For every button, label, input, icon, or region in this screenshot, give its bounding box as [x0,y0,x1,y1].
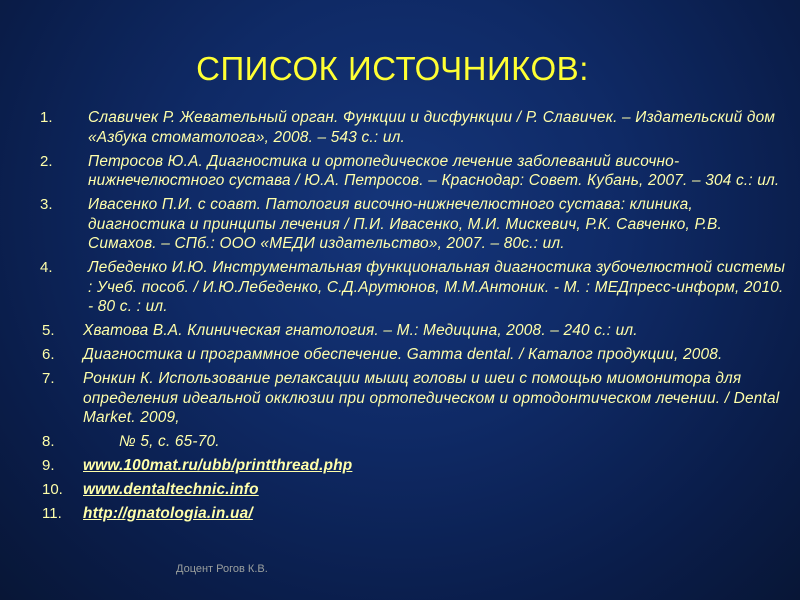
reference-number: 5. [42,322,55,339]
reference-number: 6. [42,346,55,363]
reference-number: 1. [40,109,53,126]
reference-number: 11. [42,505,62,522]
reference-number: 10. [42,481,63,498]
slide-footer-author: Доцент Рогов К.В. [176,563,268,575]
reference-item-10 [0,480,800,500]
reference-text: Ронкин К. Использование релаксации мышц головы и шеи с помощью миомонитора для определения идеальной окклюзии при ортопедическом и ортодонтическом лечении. / Dental Market. 2009, [83,370,780,426]
reference-text: Славичек Р. Жевательный орган. Функции и дисфункции / Р. Славичек. – Издательский дом «Азбука стоматолога», 2008. – 543 с.: ил. [88,109,776,146]
reference-link[interactable]: http://gnatologia.in.ua/ [83,505,253,522]
reference-link[interactable]: www.dentaltechnic.info [83,481,259,498]
reference-number: 9. [42,457,55,474]
reference-item-3 [0,195,800,254]
reference-item-4 [0,258,800,317]
reference-item-1 [0,108,800,147]
reference-number: 7. [42,370,55,387]
reference-number: 2. [40,152,53,170]
reference-text: Петросов Ю.А. Диагностика и ортопедическое лечение заболеваний височно-нижнечелюстного сустава / Ю.А. Петросов. – Краснодар: Совет. Кубань, 2007. – 304 с.: ил. [88,152,780,189]
reference-text: Лебеденко И.Ю. Инструментальная функциональная диагностика зубочелюстной системы : Учеб. пособ. / И.Ю.Лебеденко, С.Д.Арутюнов, М.М.Антоник. - М. : МЕДпресс-информ, 2010. - 80 с. : ил. [88,259,786,315]
reference-list [0,108,800,528]
reference-text: № 5, с. 65-70. [119,433,220,450]
reference-item-2 [0,152,800,191]
reference-text: Хватова В.А. Клиническая гнатология. – М.: Медицина, 2008. – 240 с.: ил. [83,322,638,339]
reference-link[interactable]: www.100mat.ru/ubb/printthread.php [83,457,353,474]
reference-text: Ивасенко П.И. с соавт. Патология височно-нижнечелюстного сустава: клиника, диагностика и принципы лечения / П.И. Ивасенко, М.И. Мискевич, Р.К. Савченко, Р.В. Симахов. – СПб.: ООО «МЕДИ издательство», 2007. – 80с.: ил. [88,196,722,252]
reference-item-5 [0,321,800,341]
slide-title: СПИСОК ИСТОЧНИКОВ: [196,50,589,87]
reference-item-6 [0,345,800,365]
reference-number: 8. [42,433,55,450]
reference-item-7 [0,369,800,428]
reference-item-9 [0,456,800,476]
reference-number: 3. [40,196,53,213]
reference-number: 4. [40,259,53,276]
reference-item-8 [0,432,800,452]
reference-item-11 [0,504,800,524]
reference-text: Диагностика и программное обеспечение. Gamma dental. / Каталог продукции, 2008. [83,346,723,363]
